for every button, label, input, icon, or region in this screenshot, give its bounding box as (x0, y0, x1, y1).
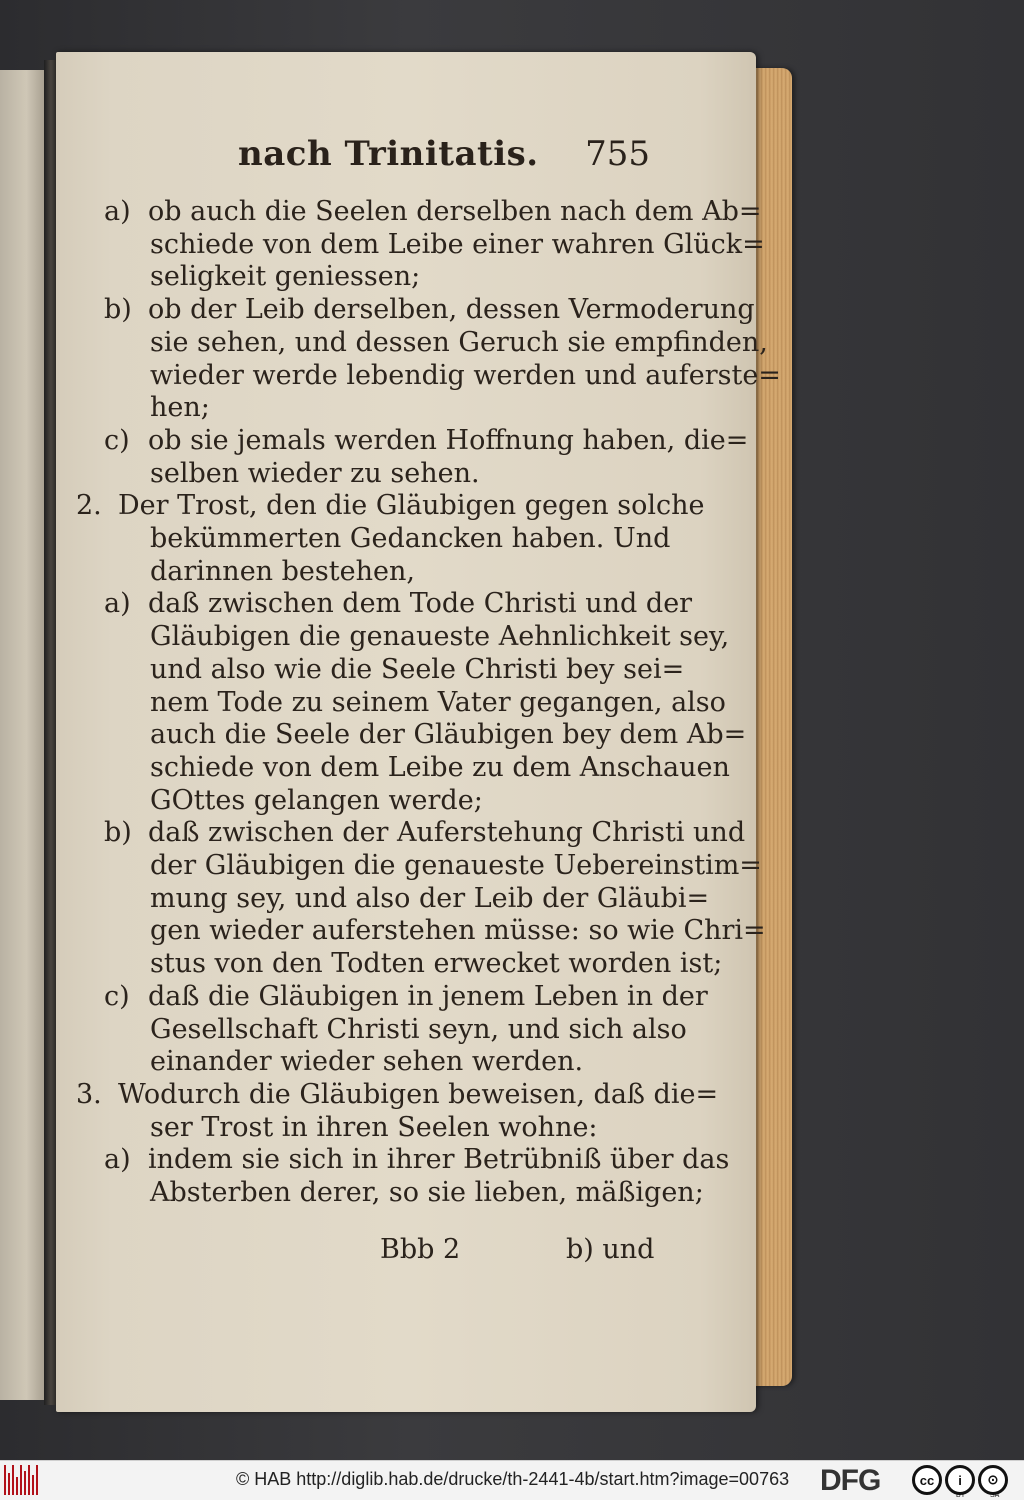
text-line: indem sie sich in ihrer Betrübniß über das (148, 1144, 730, 1176)
text-line: einander wieder sehen werden. (150, 1046, 584, 1078)
list-marker: 3. (76, 1078, 102, 1110)
text-line: gen wieder auferstehen müsse: so wie Chri= (150, 915, 766, 947)
signature-mark: Bbb 2 (380, 1234, 461, 1265)
list-marker: a) (104, 1144, 131, 1176)
viewer-footer (0, 1460, 1024, 1500)
license-by-label: BY (956, 1492, 966, 1499)
running-head (230, 130, 650, 180)
text-line: der Gläubigen die genaueste Uebereinstim= (150, 850, 762, 881)
text-line: ob auch die Seelen derselben nach dem Ab= (148, 196, 762, 227)
dfg-logo[interactable]: DFG (820, 1464, 881, 1497)
attribution-icon: i (945, 1465, 975, 1495)
share-alike-icon: ⊙ (978, 1465, 1008, 1495)
text-line: und also wie die Seele Christi bey sei= (150, 653, 685, 685)
text-line: schiede von dem Leibe einer wahren Glück= (150, 228, 765, 260)
copyright-link[interactable]: © HAB http://diglib.hab.de/drucke/th-2441-4b/start.htm?image=00763 (236, 1469, 790, 1489)
text-line: hen; (150, 392, 210, 424)
license-sa-label: SA (990, 1492, 1000, 1499)
text-line: ob der Leib derselben, dessen Vermoderung (148, 294, 755, 326)
text-line: Absterben derer, so sie lieben, mäßigen; (150, 1177, 704, 1208)
text-line: Gesellschaft Christi seyn, und sich also (150, 1013, 687, 1045)
cc-license-badge[interactable] (912, 1465, 1018, 1499)
hab-logo-icon (4, 1465, 42, 1495)
list-marker: b) (104, 817, 132, 849)
list-marker: c) (104, 424, 130, 456)
list-marker: 2. (76, 490, 102, 522)
text-line: ser Trost in ihren Seelen wohne: (150, 1111, 598, 1143)
text-line: nem Tode zu seinem Vater gegangen, also (150, 686, 726, 718)
list-marker: c) (104, 980, 130, 1012)
running-title: nach Trinitatis. (238, 134, 539, 174)
left-page-edge (0, 70, 46, 1400)
list-marker: a) (104, 196, 131, 227)
text-line: daß die Gläubigen in jenem Leben in der (148, 980, 708, 1012)
cc-icon: cc (912, 1465, 942, 1495)
list-marker: a) (104, 588, 131, 620)
text-line: daß zwischen dem Tode Christi und der (148, 588, 693, 620)
list-marker: b) (104, 294, 132, 326)
text-line: seligkeit geniessen; (150, 261, 421, 293)
text-line: stus von den Todten erwecket worden ist; (150, 948, 723, 980)
text-line: Wodurch die Gläubigen beweisen, daß die= (118, 1078, 719, 1110)
text-line: Gläubigen die genaueste Aehnlichkeit sey, (150, 621, 730, 653)
text-line: schiede von dem Leibe zu dem Anschauen (150, 751, 730, 783)
text-line: wieder werde lebendig werden und auferste= (150, 359, 781, 391)
text-line: Der Trost, den die Gläubigen gegen solche (118, 490, 705, 522)
text-line: bekümmerten Gedancken haben. Und (150, 523, 671, 554)
text-line: ob sie jemals werden Hoffnung haben, die= (148, 424, 749, 456)
catchword: b) und (566, 1234, 655, 1265)
text-line: daß zwischen der Auferstehung Christi und (148, 817, 746, 849)
text-line: darinnen bestehen, (150, 555, 415, 587)
text-line: auch die Seele der Gläubigen bey dem Ab= (150, 719, 747, 751)
text-line: sie sehen, und dessen Geruch sie empfinden, (150, 326, 768, 358)
text-line: mung sey, und also der Leib der Gläubi= (150, 882, 710, 914)
text-line: selben wieder zu sehen. (150, 457, 480, 489)
text-line: GOttes gelangen werde; (150, 784, 483, 816)
page-number: 755 (585, 134, 650, 174)
